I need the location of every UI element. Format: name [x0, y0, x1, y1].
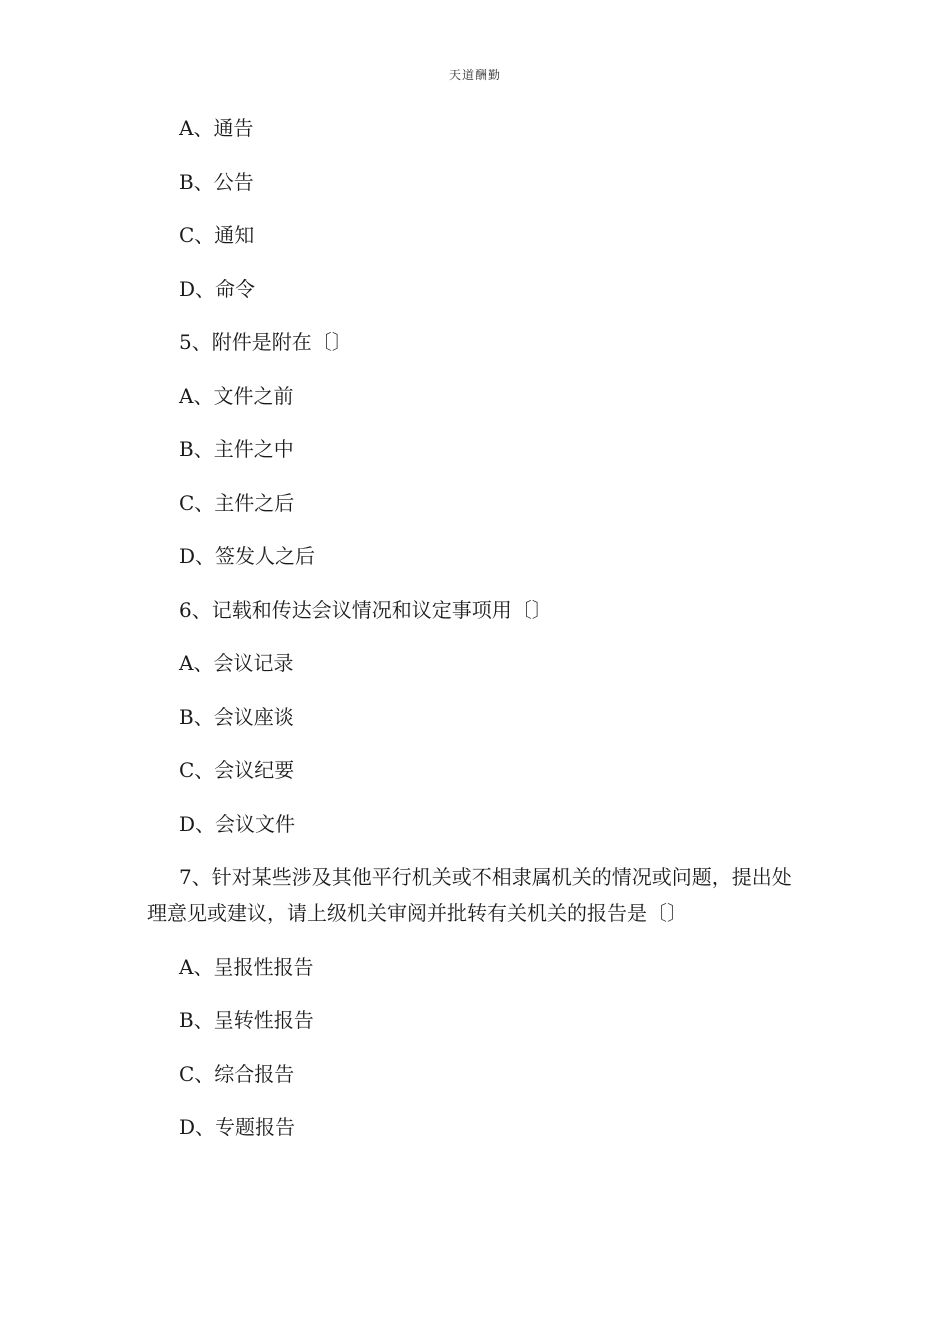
option-7b: B、呈转性报告 [179, 1008, 314, 1032]
option-5a: A、文件之前 [179, 383, 294, 408]
option-5d: D、签发人之后 [179, 544, 316, 568]
document-body [147, 110, 807, 1163]
option-6c: C、会议纪要 [179, 758, 295, 782]
option-5b: B、主件之中 [179, 437, 294, 461]
option-4d: D、命令 [179, 276, 256, 301]
question-6: 6、记载和传达会议情况和议定事项用〔〕 [179, 597, 552, 622]
option-6d: D、会议文件 [179, 811, 296, 836]
page-header: 天道酬勤 [448, 68, 501, 82]
option-7c: C、综合报告 [179, 1061, 295, 1086]
question-7: 7、针对某些涉及其他平行机关或不相隶属机关的情况或问题，提出处理意见或建议，请上级机关审阅并批转有关机关的报告是〔〕 [147, 865, 792, 925]
option-7a: A、呈报性报告 [179, 954, 314, 979]
option-4b: B、公告 [179, 169, 254, 194]
option-4c: C、通知 [179, 223, 255, 247]
option-5c: C、主件之后 [179, 490, 295, 515]
option-6b: B、会议座谈 [179, 704, 294, 729]
question-5: 5、附件是附在〔〕 [179, 330, 352, 354]
option-7d: D、专题报告 [179, 1115, 296, 1139]
option-6a: A、会议记录 [179, 651, 294, 675]
option-4a: A、通告 [179, 116, 254, 140]
